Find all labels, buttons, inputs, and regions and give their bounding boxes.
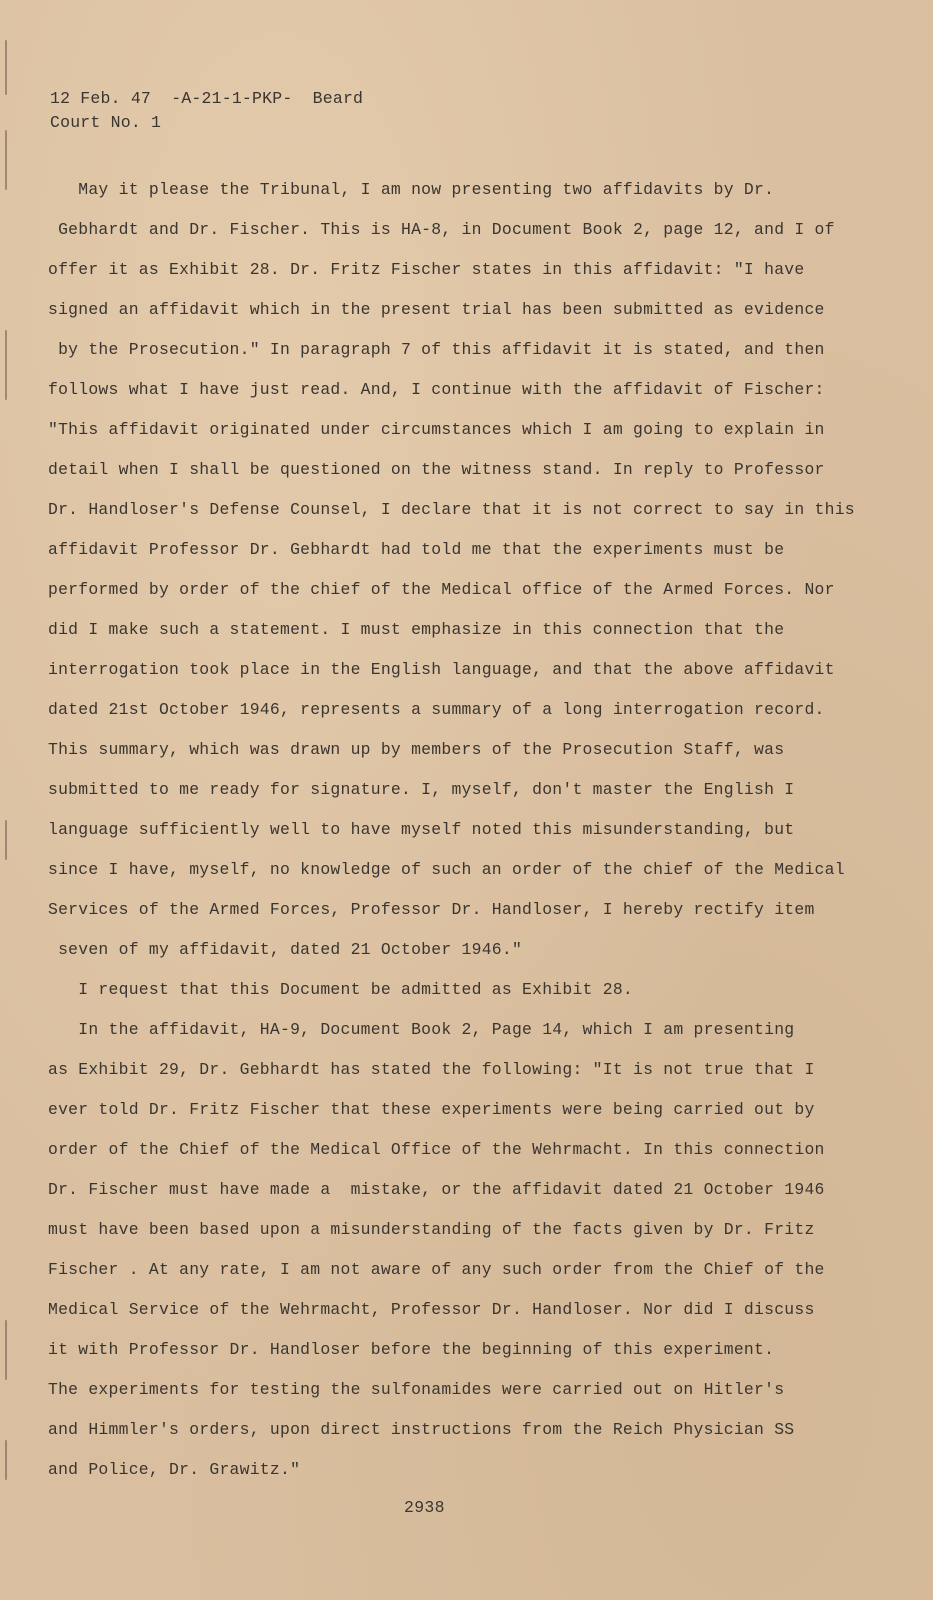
text-line: I request that this Document be admitted as Exhibit 28.: [48, 980, 633, 999]
left-edge-mark: [5, 1320, 7, 1380]
text-line: as Exhibit 29, Dr. Gebhardt has stated the following: "It is not true that I: [48, 1060, 815, 1079]
text-line: and Police, Dr. Grawitz.": [48, 1460, 301, 1479]
text-line: Fischer . At any rate, I am not aware of any such order from the Chief of the: [48, 1260, 825, 1279]
text-line: dated 21st October 1946, represents a summary of a long interrogation record.: [48, 700, 825, 719]
text-line: offer it as Exhibit 28. Dr. Fritz Fischer states in this affidavit: "I have: [48, 260, 805, 279]
text-line: In the affidavit, HA-9, Document Book 2, Page 14, which I am presenting: [48, 1020, 795, 1039]
left-edge-mark: [5, 40, 7, 95]
text-line: by the Prosecution." In paragraph 7 of this affidavit it is stated, and then: [48, 340, 825, 359]
text-line: interrogation took place in the English language, and that the above affidavit: [48, 660, 835, 679]
text-line: This summary, which was drawn up by members of the Prosecution Staff, was: [48, 740, 785, 759]
text-line: seven of my affidavit, dated 21 October 1946.": [48, 940, 523, 959]
text-line: performed by order of the chief of the Medical office of the Armed Forces. Nor: [48, 580, 835, 599]
text-line: follows what I have just read. And, I continue with the affidavit of Fischer:: [48, 380, 825, 399]
text-line: signed an affidavit which in the present trial has been submitted as evidence: [48, 300, 825, 319]
text-line: Dr. Handloser's Defense Counsel, I declare that it is not correct to say in this: [48, 500, 855, 519]
header-date-line: 12 Feb. 47 -A-21-1-PKP- Beard: [50, 89, 364, 108]
text-line: May it please the Tribunal, I am now presenting two affidavits by Dr.: [48, 180, 775, 199]
text-line: Services of the Armed Forces, Professor Dr. Handloser, I hereby rectify item: [48, 900, 815, 919]
document-header: [50, 87, 363, 135]
page-number: 2938: [404, 1498, 445, 1517]
text-line: order of the Chief of the Medical Office of the Wehrmacht. In this connection: [48, 1140, 825, 1159]
text-line: Medical Service of the Wehrmacht, Professor Dr. Handloser. Nor did I discuss: [48, 1300, 815, 1319]
text-line: Gebhardt and Dr. Fischer. This is HA-8, in Document Book 2, page 12, and I of: [48, 220, 835, 239]
text-line: and Himmler's orders, upon direct instructions from the Reich Physician SS: [48, 1420, 795, 1439]
text-line: must have been based upon a misunderstanding of the facts given by Dr. Fritz: [48, 1220, 815, 1239]
text-line: language sufficiently well to have myself noted this misunderstanding, but: [48, 820, 795, 839]
left-edge-mark: [5, 820, 7, 860]
text-line: affidavit Professor Dr. Gebhardt had told me that the experiments must be: [48, 540, 785, 559]
text-line: The experiments for testing the sulfonamides were carried out on Hitler's: [48, 1380, 785, 1399]
text-line: Dr. Fischer must have made a mistake, or the affidavit dated 21 October 1946: [48, 1180, 825, 1199]
header-court-line: Court No. 1: [50, 113, 162, 132]
text-line: it with Professor Dr. Handloser before the beginning of this experiment.: [48, 1340, 775, 1359]
text-line: since I have, myself, no knowledge of such an order of the chief of the Medical: [48, 860, 845, 879]
left-edge-mark: [5, 130, 7, 190]
text-line: submitted to me ready for signature. I, myself, don't master the English I: [48, 780, 795, 799]
text-line: did I make such a statement. I must emphasize in this connection that the: [48, 620, 785, 639]
left-edge-mark: [5, 1440, 7, 1480]
text-line: ever told Dr. Fritz Fischer that these experiments were being carried out by: [48, 1100, 815, 1119]
text-line: "This affidavit originated under circumstances which I am going to explain in: [48, 420, 825, 439]
left-edge-mark: [5, 330, 7, 400]
text-line: detail when I shall be questioned on the witness stand. In reply to Professor: [48, 460, 825, 479]
transcript-body: [48, 170, 908, 1490]
